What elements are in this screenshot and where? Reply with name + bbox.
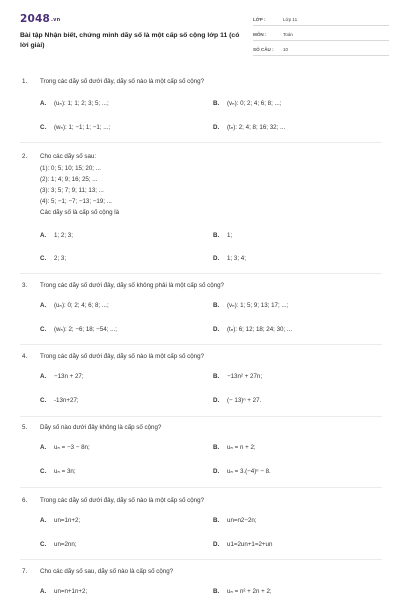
option-label: C.	[40, 326, 47, 333]
option-label: C.	[40, 255, 47, 262]
option-text: -13n+27;	[54, 397, 79, 404]
option-label: D.	[213, 468, 220, 475]
question-line: (3): 3; 5; 7; 9; 11; 13; ...	[40, 187, 104, 194]
option-text: (tₙ): 6; 12; 18; 24; 30; ...	[227, 326, 293, 333]
question-line: (2): 1; 4; 9; 16; 25; ...	[40, 176, 98, 183]
divider	[20, 273, 382, 274]
option-text: un=1n+2;	[54, 517, 81, 524]
option-label: A.	[40, 373, 47, 380]
question-number: 2.	[22, 153, 28, 160]
question-number: 7.	[22, 568, 28, 575]
question-text: Trong các dãy số dưới đây, dãy số nào là một cấp số cộng?	[40, 497, 205, 504]
option-label: A.	[40, 588, 47, 595]
option-label: A.	[40, 444, 47, 451]
meta-row-class	[253, 15, 389, 26]
option-text: uₙ = n² + 2n + 2;	[227, 588, 272, 595]
option-text: 2; 3;	[54, 255, 67, 262]
option-label: D.	[213, 124, 220, 131]
option-label: B.	[213, 302, 220, 309]
question-number: 1.	[22, 78, 28, 85]
option-label: B.	[213, 517, 220, 524]
option-text: −13n + 27;	[54, 373, 84, 380]
option-label: B.	[213, 373, 220, 380]
divider	[20, 487, 382, 488]
meta-value: Toán	[283, 32, 293, 37]
option-label: B.	[213, 232, 220, 239]
divider	[20, 416, 382, 417]
option-text: uₙ = 3.(−4)ⁿ − 8.	[227, 468, 271, 475]
option-text: 1; 3; 4;	[227, 255, 246, 262]
option-text: (vₙ): 1; 5; 9; 13; 17; ...;	[227, 302, 289, 309]
question-line: (1): 0; 5; 10; 15; 20; ...	[40, 165, 101, 172]
option-text: un=n+1n+2;	[54, 588, 88, 595]
divider	[20, 142, 382, 143]
meta-row-count	[253, 45, 389, 56]
option-label: C.	[40, 397, 47, 404]
document-header	[0, 0, 400, 62]
option-label: A.	[40, 302, 47, 309]
site-logo[interactable]	[20, 13, 60, 25]
question-line: Các dãy số là cấp số cộng là	[40, 209, 120, 216]
option-label: D.	[213, 541, 220, 548]
option-text: uₙ = 3n;	[54, 468, 76, 475]
question-text: Cho các dãy số sau:	[40, 153, 97, 160]
question-number: 6.	[22, 497, 28, 504]
option-label: B.	[213, 100, 220, 107]
option-text: (− 13)ⁿ + 27.	[227, 397, 262, 404]
option-label: C.	[40, 541, 47, 548]
document-meta	[253, 15, 389, 60]
logo-suffix: .vn	[51, 17, 61, 23]
option-label: D.	[213, 255, 220, 262]
option-text: un=2nn;	[54, 541, 77, 548]
option-text: un=n2−2n;	[227, 517, 257, 524]
divider	[20, 344, 382, 345]
option-label: C.	[40, 124, 47, 131]
meta-value: Lớp 11	[283, 17, 298, 22]
option-text: −13n² + 27n;	[227, 373, 263, 380]
option-label: A.	[40, 232, 47, 239]
option-label: C.	[40, 468, 47, 475]
divider	[20, 559, 382, 560]
question-number: 3.	[22, 282, 28, 289]
option-text: (vₙ): 0; 2; 4; 6; 8; ...;	[227, 100, 282, 107]
question-number: 4.	[22, 353, 28, 360]
meta-key: SỐ CÂU :	[253, 47, 274, 52]
option-text: (uₙ): 0; 2; 4; 6; 8; ...;	[54, 302, 109, 309]
option-text: (uₙ): 1; 1; 2; 3; 5; ...;	[54, 100, 109, 107]
option-label: A.	[40, 517, 47, 524]
question-text: Trong các dãy số dưới đây, dãy số không phải là một cấp số cộng?	[40, 282, 224, 289]
question-line: (4): 5; −1; −7; −13; −19; ...	[40, 198, 112, 205]
option-text: 1; 2; 3;	[54, 232, 73, 239]
document-title: Bài tập Nhận biết, chứng minh dãy số là một cấp số cộng lớp 11 (có lời giải)	[20, 32, 240, 49]
meta-row-subject	[253, 30, 389, 41]
option-text: 1;	[227, 232, 233, 239]
option-text: (tₙ): 2; 4; 8; 16; 32; ...	[227, 124, 286, 131]
logo-text: 2048	[20, 13, 51, 25]
meta-key: LỚP :	[253, 17, 266, 22]
question-text: Dãy số nào dưới đây không là cấp số cộng?	[40, 424, 162, 431]
option-text: (wₙ): 2; −6; 18; −54; ...;	[54, 326, 117, 333]
question-text: Cho các dãy số sau, dãy số nào là cấp số cộng?	[40, 568, 174, 575]
option-label: A.	[40, 100, 47, 107]
question-text: Trong các dãy số dưới đây, dãy số nào là một cấp số cộng?	[40, 353, 205, 360]
option-text: uₙ = n + 2;	[227, 444, 256, 451]
option-text: (wₙ): 1; −1; 1; −1; ...;	[54, 124, 111, 131]
option-label: D.	[213, 397, 220, 404]
option-text: u1=2un+1=2+un	[227, 541, 273, 548]
question-number: 5.	[22, 424, 28, 431]
question-text: Trong các dãy số dưới đây, dãy số nào là một cấp số cộng?	[40, 78, 205, 85]
meta-key: MÔN :	[253, 32, 267, 37]
option-label: B.	[213, 444, 220, 451]
meta-value: 10	[283, 47, 289, 52]
option-label: B.	[213, 588, 220, 595]
option-text: uₙ = −3 − 8n;	[54, 444, 90, 451]
option-label: D.	[213, 326, 220, 333]
